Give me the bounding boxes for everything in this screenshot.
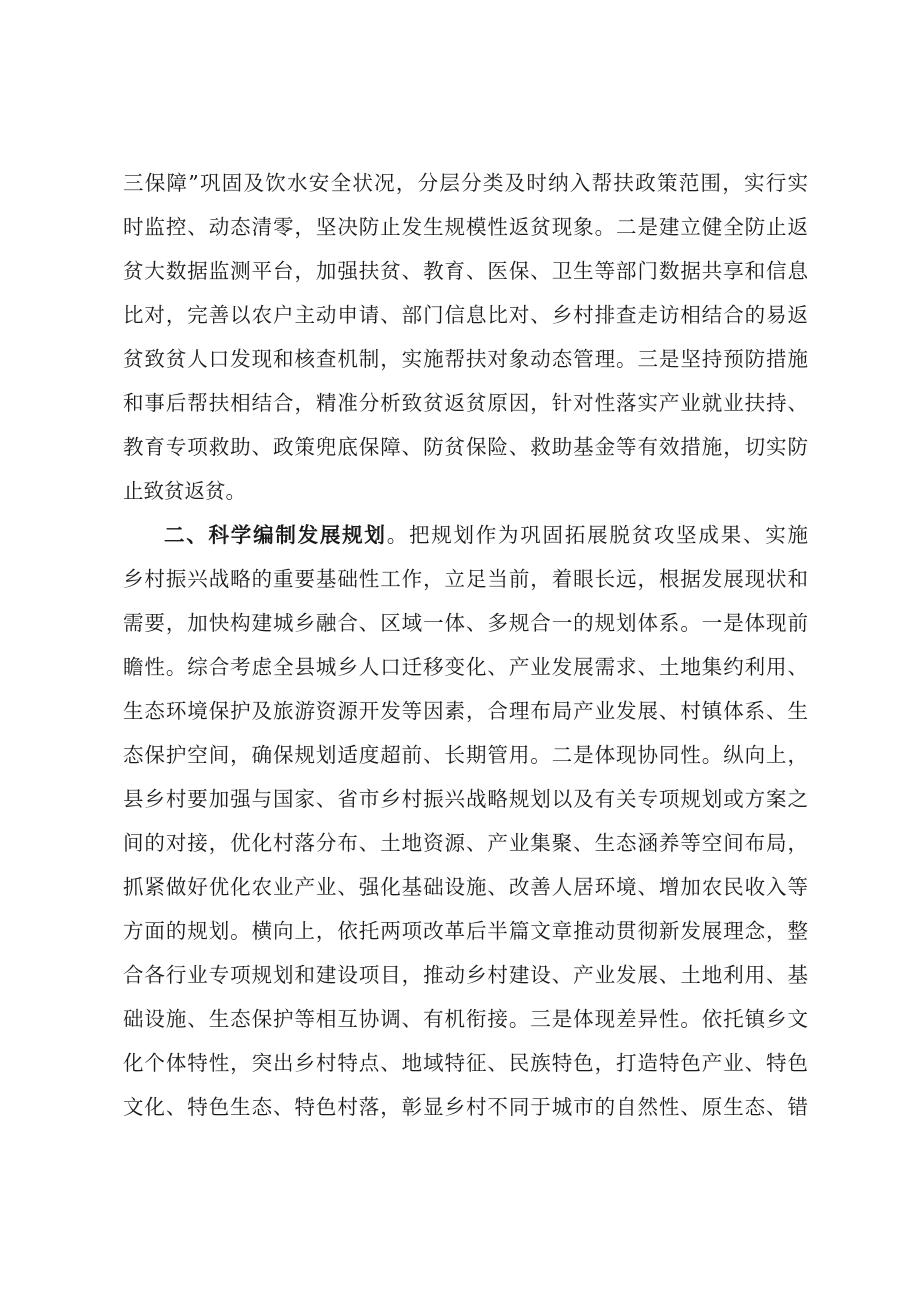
paragraph-line: 需要，加快构建城乡融合、区域一体、多规合一的规划体系。一是体现前: [123, 611, 808, 635]
paragraph-line: 瞻性。综合考虑全县城乡人口迁移变化、产业发展需求、土地集约利用、: [123, 655, 808, 679]
paragraph-line: 乡村振兴战略的重要基础性工作，立足当前，着眼长远，根据发展现状和: [123, 567, 808, 591]
paragraph-line: 文化、特色生态、特色村落，彰显乡村不同于城市的自然性、原生态、错: [123, 1095, 808, 1119]
paragraph-line: 态保护空间，确保规划适度超前、长期管用。二是体现协同性。纵向上，: [123, 743, 808, 767]
section-heading-rest: 。把规划作为巩固拓展脱贫攻坚成果、实施: [386, 523, 809, 547]
paragraph-line: 抓紧做好优化农业产业、强化基础设施、改善人居环境、增加农民收入等: [123, 875, 808, 899]
paragraph-line: 和事后帮扶相结合，精准分析致贫返贫原因，针对性落实产业就业扶持、: [123, 391, 808, 415]
paragraph-line: 生态环境保护及旅游资源开发等因素，合理布局产业发展、村镇体系、生: [123, 699, 808, 723]
section-heading-line: [164, 520, 808, 550]
paragraph-line: 础设施、生态保护等相互协调、有机衔接。三是体现差异性。依托镇乡文: [123, 1007, 808, 1031]
paragraph-line: 合各行业专项规划和建设项目，推动乡村建设、产业发展、土地利用、基: [123, 963, 808, 987]
section-heading: 二、科学编制发展规划: [164, 523, 387, 547]
paragraph-line: 间的对接，优化村落分布、土地资源、产业集聚、生态涵养等空间布局，: [123, 831, 808, 855]
paragraph-line: 时监控、动态清零，坚决防止发生规模性返贫现象。二是建立健全防止返: [123, 215, 808, 239]
paragraph-line: 比对，完善以农户主动申请、部门信息比对、乡村排查走访相结合的易返: [123, 303, 808, 327]
paragraph-line: 贫大数据监测平台，加强扶贫、教育、医保、卫生等部门数据共享和信息: [123, 259, 808, 283]
paragraph-line: 三保障”巩固及饮水安全状况，分层分类及时纳入帮扶政策范围，实行实: [123, 171, 808, 195]
paragraph-line: 化个体特性，突出乡村特点、地域特征、民族特色，打造特色产业、特色: [123, 1051, 808, 1075]
paragraph-line: 县乡村要加强与国家、省市乡村振兴战略规划以及有关专项规划或方案之: [123, 787, 808, 811]
paragraph-line: 止致贫返贫。: [123, 479, 246, 503]
paragraph-line: 教育专项救助、政策兜底保障、防贫保险、救助基金等有效措施，切实防: [123, 435, 808, 459]
paragraph-line: 贫致贫人口发现和核查机制，实施帮扶对象动态管理。三是坚持预防措施: [123, 347, 808, 371]
paragraph-line: 方面的规划。横向上，依托两项改革后半篇文章推动贯彻新发展理念，整: [123, 919, 808, 943]
